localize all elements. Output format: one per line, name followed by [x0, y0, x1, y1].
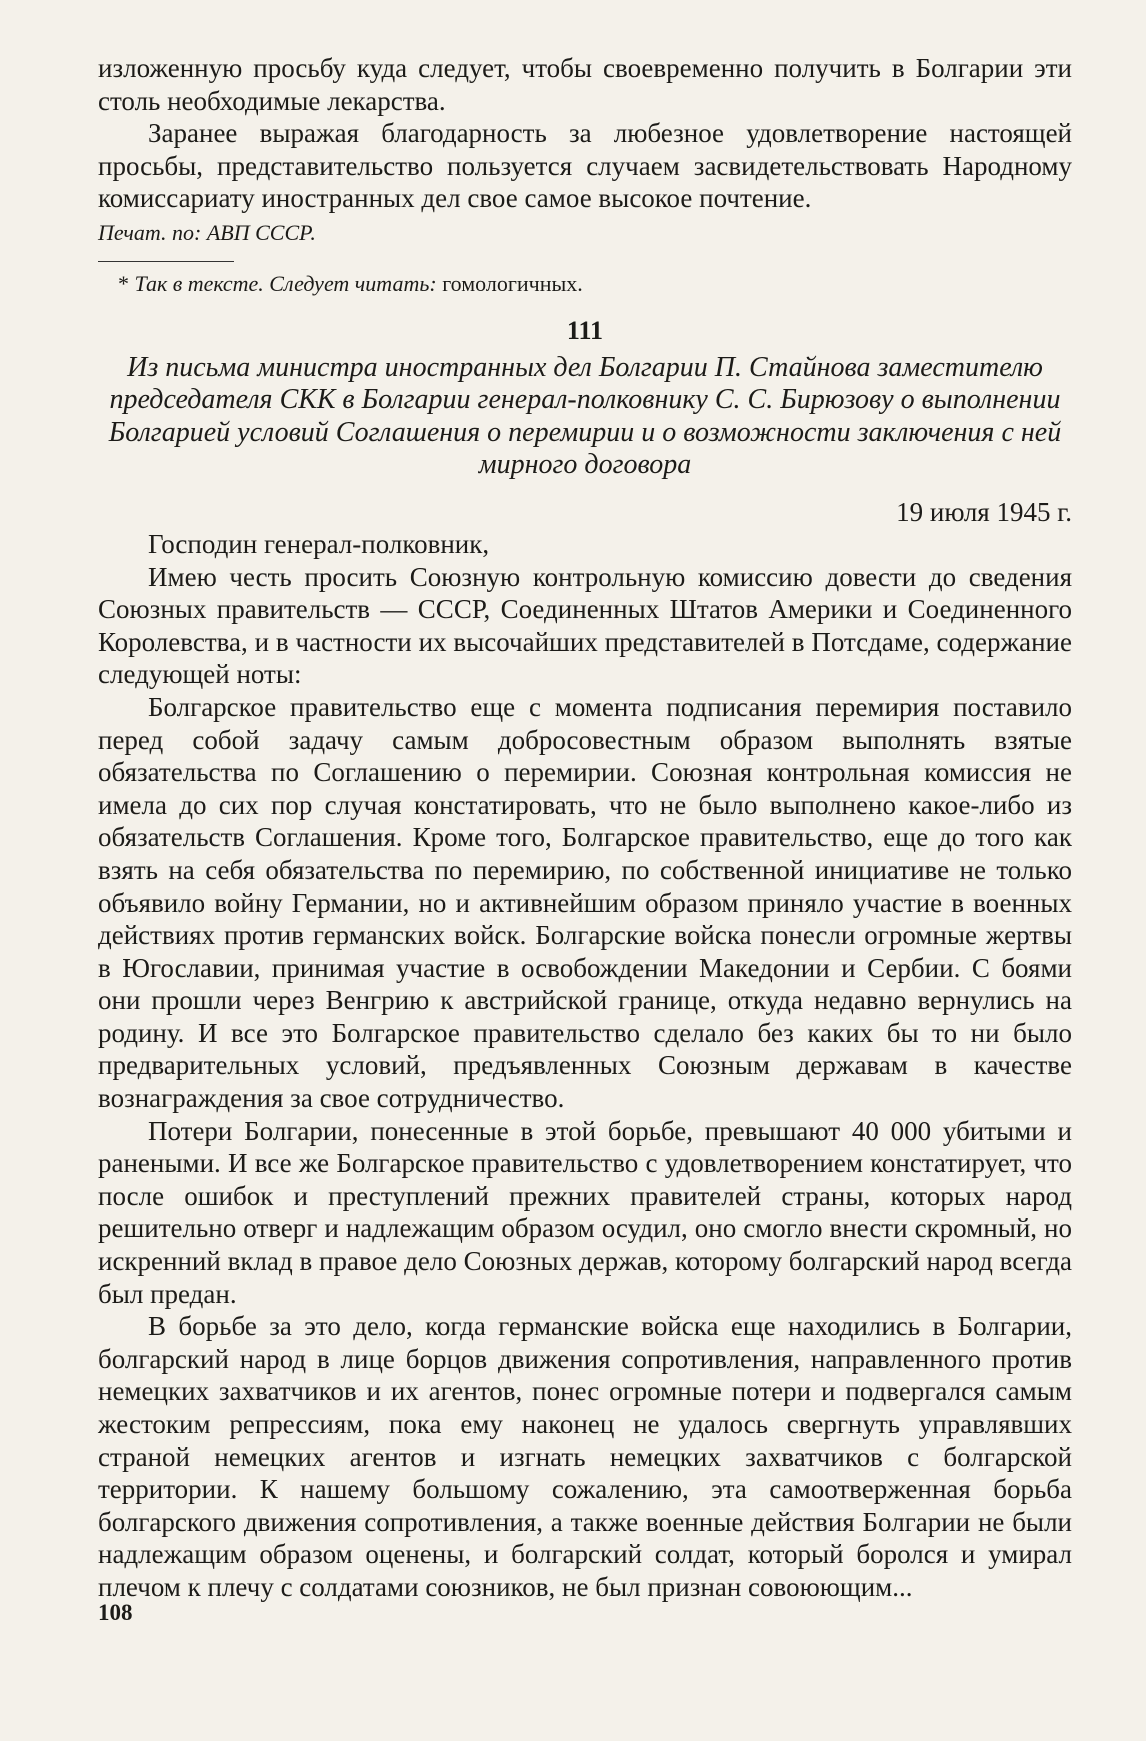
source-citation: Печат. по: АВП СССР. [98, 219, 316, 245]
page-number: 108 [98, 1600, 133, 1625]
body-paragraph: В борьбе за это дело, когда германские войска еще находились в Болгарии, болгарский народ в лице борцов движения сопротивления, направленного против немецких захватчиков и их агентов, понес огромные потери и подвергался самым жестоким репрессиям, пока ему наконец не удалось свергнуть управлявших страной немецких агентов и изгнать немецких захватчиков с болгарской территории. К нашему большому сожалению, эта самоотверженная борьба болгарского движения сопротивления, а также военные действия Болгарии не были надлежащим образом оценены, и болгарский солдат, который боролся и умирал плечом к плечу с солдатами союзников, не был признан совоюющим... [98, 1311, 1072, 1602]
footnote [98, 270, 1072, 298]
document-page [98, 52, 1072, 1604]
intro-paragraph-2: Заранее выражая благодарность за любезное удовлетворение настоящей просьбы, представительство пользуется случаем засвидетельствовать Народному комиссариату иностранных дел свое самое высокое почтение. [98, 118, 1072, 214]
footnote-marker: * [118, 270, 129, 296]
intro-paragraph-1: изложенную просьбу куда следует, чтобы своевременно получить в Болгарии эти столь необходимые лекарства. [98, 53, 1072, 116]
document-number: 111 [566, 315, 604, 345]
document-date: 19 июля 1945 г. [896, 496, 1072, 527]
body-paragraph: Имею честь просить Союзную контрольную комиссию довести до сведения Союзных правительств — СССР, Соединенных Штатов Америки и Соединенного Королевства, и в частности их высочайших представителей в Потсдаме, содержание следующей ноты: [98, 561, 1072, 690]
salutation: Господин генерал-полковник, [148, 528, 490, 559]
document-title: Из письма министра иностранных дел Болгарии П. Стайнова заместителю председателя СКК в Болгарии генерал-полковнику С. С. Бирюзову о выполнении Болгарией условий Соглашения о перемирии и о возможности заключения с ней мирного договора [108, 351, 1062, 481]
body-paragraph: Болгарское правительство еще с момента подписания перемирия поставило перед собой задачу самым добросовестным образом выполнять взятые обязательства по Соглашению о перемирии. Союзная контрольная комиссия не имела до сих пор случая констатировать, что не было выполнено какое-либо из обязательств Соглашения. Кроме того, Болгарское правительство, еще до того как взять на себя обязательства по перемирию, по собственной инициативе не только объявило войну Германии, но и активнейшим образом приняло участие в военных действиях против германских войск. Болгарские войска понесли огромные жертвы в Югославии, принимая участие в освобождении Македонии и Сербии. С боями они прошли через Венгрию к австрийской границе, откуда недавно вернулись на родину. И все это Болгарское правительство сделало без каких бы то ни было предварительных условий, предъявленных Союзным державам в качестве вознаграждения за свое сотрудничество. [98, 691, 1072, 1114]
footnote-italic-text: Так в тексте. Следует читать: [134, 270, 437, 296]
footnote-text: гомологичных. [442, 270, 583, 296]
footnote-divider [98, 261, 234, 262]
body-paragraph: Потери Болгарии, понесенные в этой борьбе, превышают 40 000 убитыми и ранеными. И все же Болгарское правительство с удовлетворением констатирует, что после ошибок и преступлений прежних правителей страны, которых народ решительно отверг и надлежащим образом осудил, оно смогло внести скромный, но искренний вклад в правое дело Союзных держав, которому болгарский народ всегда был предан. [98, 1115, 1072, 1309]
